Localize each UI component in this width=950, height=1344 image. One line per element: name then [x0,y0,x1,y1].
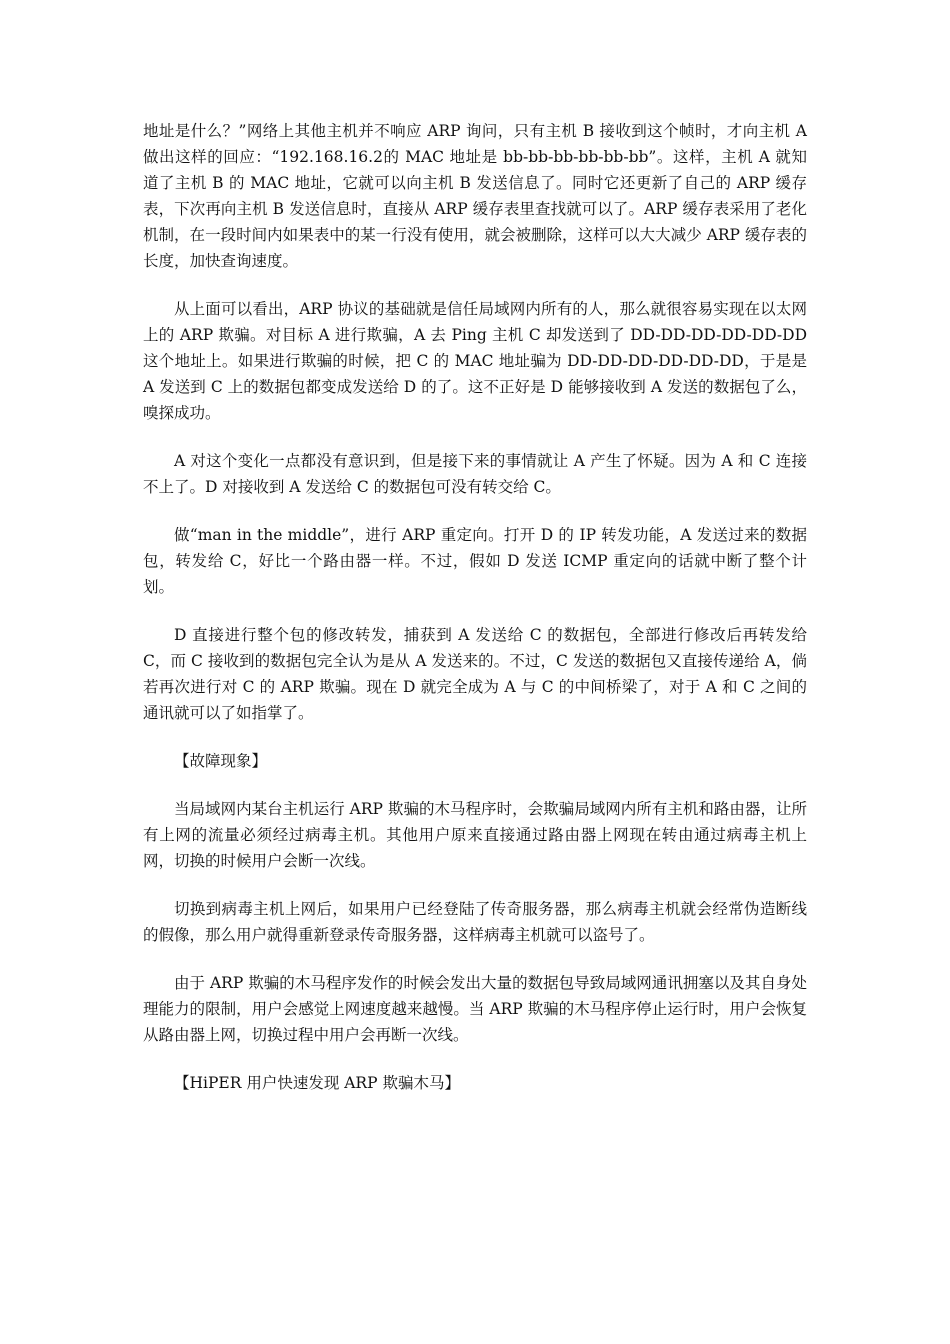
paragraph-packet-forwarding: D 直接进行整个包的修改转发，捕获到 A 发送给 C 的数据包，全部进行修改后再转发给 C，而 C 接收到的数据包完全认为是从 A 发送来的。不过，C 发送的数据包又直接传递给 A，倘若再次进行对 C 的 ARP 欺骗。现在 D 就完全成为 A 与 C 的中间桥梁了，对于 A 和 C 之间的通讯就可以了如指掌了。 [143,626,807,722]
paragraph-a-suspicion: A 对这个变化一点都没有意识到，但是接下来的事情就让 A 产生了怀疑。因为 A 和 C 连接不上了。D 对接收到 A 发送给 C 的数据包可没有转交给 C。 [143,452,807,496]
paragraph-arp-spoofing-basis: 从上面可以看出，ARP 协议的基础就是信任局域网内所有的人，那么就很容易实现在以太网上的 ARP 欺骗。对目标 A 进行欺骗，A 去 Ping 主机 C 却发送到了 DD-DD-DD-DD-DD-DD 这个地址上。如果进行欺骗的时候，把 C 的 MAC 地址骗为 DD-DD-DD-DD-DD-DD，于是是 A 发送到 C 上的数据包都变成发送给 D 的了。这不正好是 D 能够接收到 A 发送的数据包了么，嗅探成功。 [143,300,807,422]
paragraph-account-theft: 切换到病毒主机上网后，如果用户已经登陆了传奇服务器，那么病毒主机就会经常伪造断线的假像，那么用户就得重新登录传奇服务器，这样病毒主机就可以盗号了。 [143,900,807,944]
paragraph-network-slowdown: 由于 ARP 欺骗的木马程序发作的时候会发出大量的数据包导致局域网通讯拥塞以及其自身处理能力的限制，用户会感觉上网速度越来越慢。当 ARP 欺骗的木马程序停止运行时，用户会恢复从路由器上网，切换过程中用户会再断一次线。 [143,974,807,1044]
paragraph-trojan-behavior: 当局域网内某台主机运行 ARP 欺骗的木马程序时，会欺骗局域网内所有主机和路由器，让所有上网的流量必须经过病毒主机。其他用户原来直接通过路由器上网现在转由通过病毒主机上网，切换的时候用户会断一次线。 [143,800,807,870]
paragraph-arp-reply: 地址是什么？”网络上其他主机并不响应 ARP 询问，只有主机 B 接收到这个帧时，才向主机 A 做出这样的回应：“192.168.16.2的 MAC 地址是 bb-bb-bb-bb-bb-bb”。这样，主机 A 就知道了主机 B 的 MAC 地址，它就可以向主机 B 发送信息了。同时它还更新了自己的 ARP 缓存表，下次再向主机 B 发送信息时，直接从 ARP 缓存表里查找就可以了。ARP 缓存表采用了老化机制，在一段时间内如果表中的某一行没有使用，就会被删除，这样可以大大减少 ARP 缓存表的长度，加快查询速度。 [143,122,807,270]
section-heading-symptoms: 【故障现象】 [174,752,268,770]
paragraph-man-in-the-middle: 做“man in the middle”，进行 ARP 重定向。打开 D 的 IP 转发功能，A 发送过来的数据包，转发给 C，好比一个路由器一样。不过，假如 D 发送 ICMP 重定向的话就中断了整个计划。 [143,526,807,596]
section-heading-hiper-detection: 【HiPER 用户快速发现 ARP 欺骗木马】 [174,1074,460,1092]
document-body [143,118,807,1118]
